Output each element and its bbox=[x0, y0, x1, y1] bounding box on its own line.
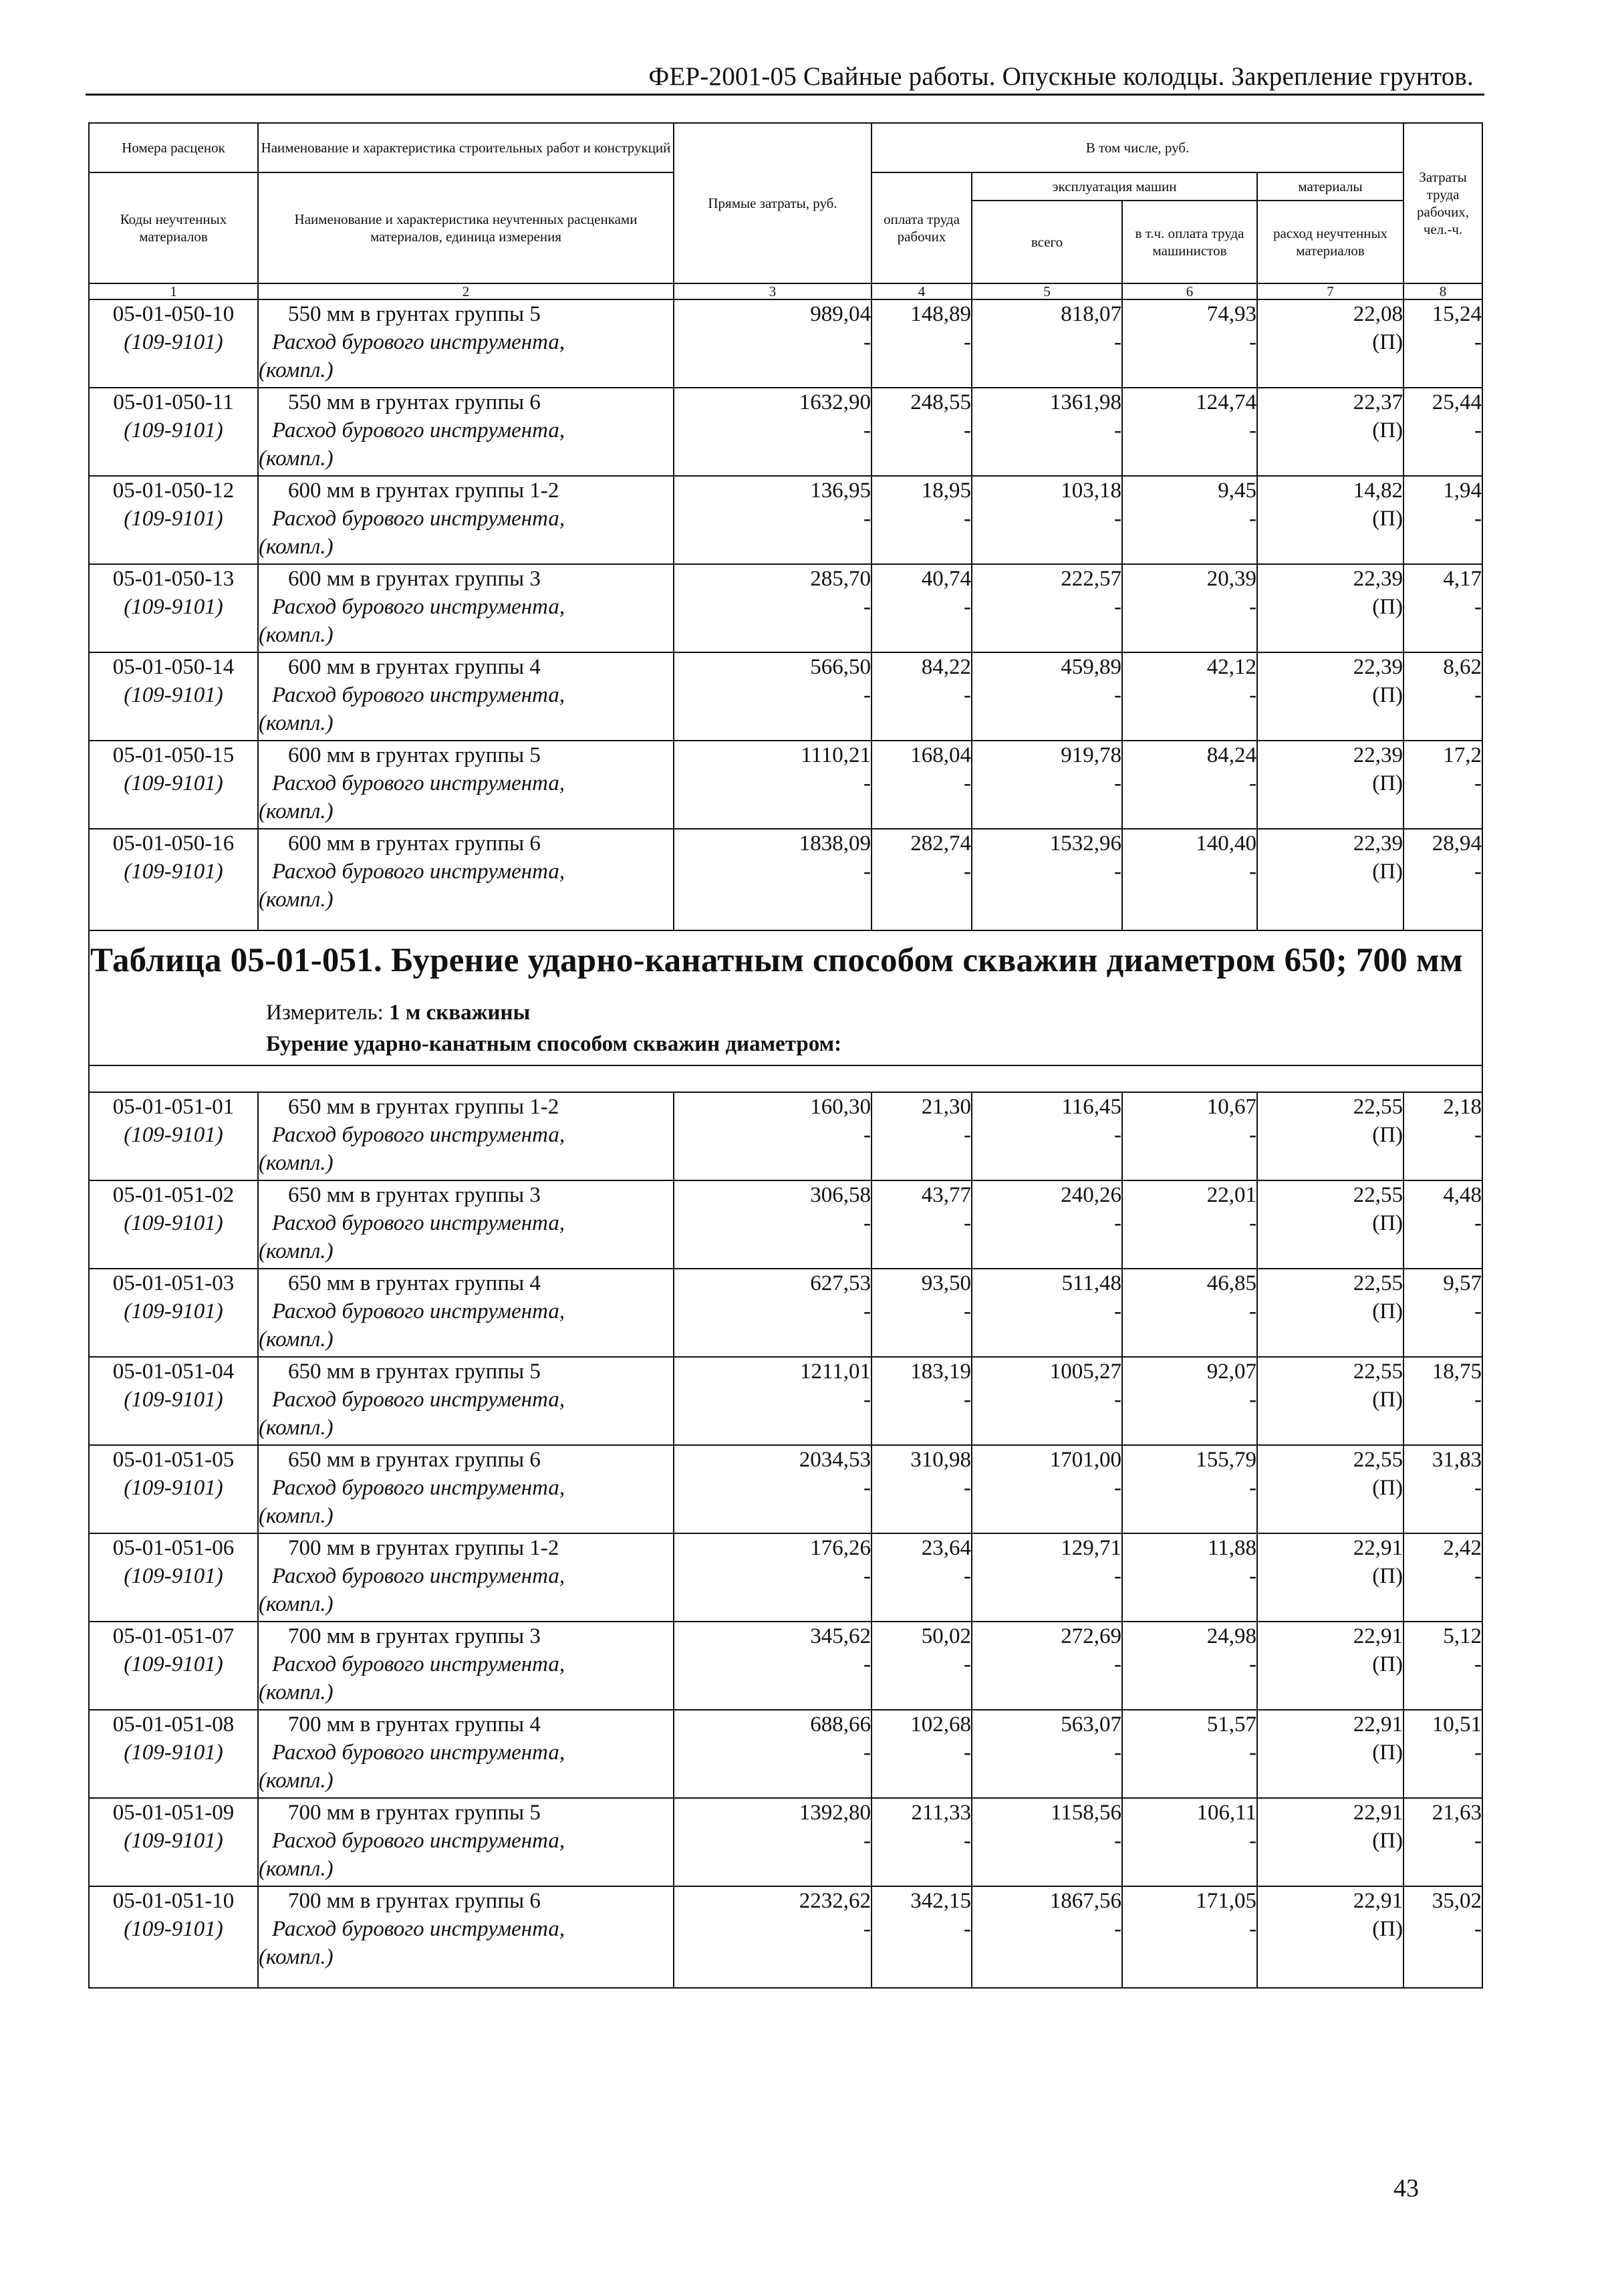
col-number: 1 bbox=[89, 283, 258, 299]
name-cell bbox=[258, 1886, 674, 1988]
machine-cost: 129,71 - bbox=[972, 1533, 1122, 1622]
material-unit: (компл.) bbox=[259, 1769, 333, 1793]
machine-labor-cost: 24,98 - bbox=[1122, 1622, 1257, 1710]
material-unit: (компл.) bbox=[259, 447, 333, 471]
material-cost: 22,91 (П) bbox=[1257, 1710, 1403, 1798]
machine-labor-cost: 20,39 - bbox=[1122, 564, 1257, 652]
code-cell bbox=[89, 1798, 258, 1886]
table-row bbox=[89, 1092, 1482, 1180]
machine-labor-cost: 155,79 - bbox=[1122, 1445, 1257, 1533]
th-col4: оплата труда рабочих bbox=[872, 172, 972, 283]
material-code: (109-9101) bbox=[124, 1211, 223, 1235]
material-code: (109-9101) bbox=[124, 683, 223, 707]
labor-hours: 2,42 - bbox=[1403, 1533, 1482, 1622]
rate-code: 05-01-051-01 bbox=[112, 1095, 235, 1119]
labor-hours: 21,63 - bbox=[1403, 1798, 1482, 1886]
rate-code: 05-01-051-07 bbox=[112, 1624, 235, 1648]
name-cell bbox=[258, 1445, 674, 1533]
rate-code: 05-01-051-04 bbox=[112, 1360, 235, 1384]
material-cost: 22,55 (П) bbox=[1257, 1269, 1403, 1357]
code-cell bbox=[89, 1357, 258, 1445]
material-code: (109-9101) bbox=[124, 1829, 223, 1853]
machine-cost: 272,69 - bbox=[972, 1622, 1122, 1710]
table-row bbox=[89, 299, 1482, 388]
work-name: 600 мм в грунтах группы 5 bbox=[288, 743, 541, 767]
code-cell bbox=[89, 388, 258, 476]
col-number: 6 bbox=[1122, 283, 1257, 299]
machine-labor-cost: 10,67 - bbox=[1122, 1092, 1257, 1180]
material-name: Расход бурового инструмента, bbox=[272, 1211, 565, 1235]
machine-cost: 222,57 - bbox=[972, 564, 1122, 652]
work-name: 600 мм в грунтах группы 3 bbox=[288, 567, 541, 591]
rate-code: 05-01-050-15 bbox=[112, 743, 235, 767]
table-row bbox=[89, 1886, 1482, 1988]
code-cell bbox=[89, 1886, 258, 1988]
machine-cost: 1361,98 - bbox=[972, 388, 1122, 476]
table-row bbox=[89, 829, 1482, 930]
labor-hours: 35,02 - bbox=[1403, 1886, 1482, 1988]
th-machines: эксплуатация машин bbox=[972, 172, 1257, 201]
material-cost: 22,91 (П) bbox=[1257, 1533, 1403, 1622]
material-unit: (компл.) bbox=[259, 1680, 333, 1704]
direct-cost: 627,53 - bbox=[674, 1269, 872, 1357]
col-number: 3 bbox=[674, 283, 872, 299]
material-cost: 22,39 (П) bbox=[1257, 652, 1403, 741]
th-col6: в т.ч. оплата труда машинистов bbox=[1122, 201, 1257, 283]
machine-cost: 511,48 - bbox=[972, 1269, 1122, 1357]
work-name: 700 мм в грунтах группы 4 bbox=[288, 1712, 541, 1737]
material-name: Расход бурового инструмента, bbox=[272, 418, 565, 442]
machine-labor-cost: 42,12 - bbox=[1122, 652, 1257, 741]
material-name: Расход бурового инструмента, bbox=[272, 683, 565, 707]
labor-hours: 4,17 - bbox=[1403, 564, 1482, 652]
machine-cost: 459,89 - bbox=[972, 652, 1122, 741]
direct-cost: 285,70 - bbox=[674, 564, 872, 652]
material-unit: (компл.) bbox=[259, 1504, 333, 1528]
code-cell bbox=[89, 1269, 258, 1357]
material-cost: 22,91 (П) bbox=[1257, 1622, 1403, 1710]
col-number: 5 bbox=[972, 283, 1122, 299]
name-cell bbox=[258, 1180, 674, 1269]
material-code: (109-9101) bbox=[124, 330, 223, 354]
material-unit: (компл.) bbox=[259, 1592, 333, 1616]
code-cell bbox=[89, 1622, 258, 1710]
labor-cost: 310,98 - bbox=[872, 1445, 972, 1533]
material-cost: 14,82 (П) bbox=[1257, 476, 1403, 564]
machine-cost: 103,18 - bbox=[972, 476, 1122, 564]
table-row bbox=[89, 741, 1482, 829]
table-row bbox=[89, 476, 1482, 564]
machine-cost: 116,45 - bbox=[972, 1092, 1122, 1180]
material-cost: 22,55 (П) bbox=[1257, 1180, 1403, 1269]
material-code: (109-9101) bbox=[124, 595, 223, 619]
material-name: Расход бурового инструмента, bbox=[272, 1388, 565, 1412]
machine-cost: 919,78 - bbox=[972, 741, 1122, 829]
material-code: (109-9101) bbox=[124, 1917, 223, 1941]
code-cell bbox=[89, 1533, 258, 1622]
machine-labor-cost: 171,05 - bbox=[1122, 1886, 1257, 1988]
machine-cost: 1158,56 - bbox=[972, 1798, 1122, 1886]
code-cell bbox=[89, 1445, 258, 1533]
machine-cost: 1532,96 - bbox=[972, 829, 1122, 930]
material-cost: 22,55 (П) bbox=[1257, 1445, 1403, 1533]
machine-cost: 240,26 - bbox=[972, 1180, 1122, 1269]
rate-code: 05-01-051-03 bbox=[112, 1271, 235, 1295]
direct-cost: 688,66 - bbox=[674, 1710, 872, 1798]
direct-cost: 2034,53 - bbox=[674, 1445, 872, 1533]
rate-code: 05-01-050-12 bbox=[112, 479, 235, 503]
col-number: 4 bbox=[872, 283, 972, 299]
material-name: Расход бурового инструмента, bbox=[272, 1564, 565, 1588]
machine-labor-cost: 92,07 - bbox=[1122, 1357, 1257, 1445]
th-materials: материалы bbox=[1257, 172, 1403, 201]
direct-cost: 1392,80 - bbox=[674, 1798, 872, 1886]
machine-labor-cost: 140,40 - bbox=[1122, 829, 1257, 930]
material-unit: (компл.) bbox=[259, 623, 333, 647]
machine-labor-cost: 11,88 - bbox=[1122, 1533, 1257, 1622]
material-code: (109-9101) bbox=[124, 418, 223, 442]
labor-cost: 40,74 - bbox=[872, 564, 972, 652]
direct-cost: 1110,21 - bbox=[674, 741, 872, 829]
labor-hours: 4,48 - bbox=[1403, 1180, 1482, 1269]
material-unit: (компл.) bbox=[259, 1239, 333, 1263]
code-cell bbox=[89, 829, 258, 930]
labor-cost: 148,89 - bbox=[872, 299, 972, 388]
table-row bbox=[89, 388, 1482, 476]
machine-labor-cost: 106,11 - bbox=[1122, 1798, 1257, 1886]
rate-code: 05-01-051-10 bbox=[112, 1889, 235, 1913]
labor-hours: 5,12 - bbox=[1403, 1622, 1482, 1710]
work-name: 650 мм в грунтах группы 4 bbox=[288, 1271, 541, 1295]
material-name: Расход бурового инструмента, bbox=[272, 1652, 565, 1676]
name-cell bbox=[258, 1357, 674, 1445]
labor-cost: 102,68 - bbox=[872, 1710, 972, 1798]
material-cost: 22,55 (П) bbox=[1257, 1357, 1403, 1445]
th-col8: Затраты труда рабочих, чел.-ч. bbox=[1403, 123, 1482, 283]
work-name: 700 мм в грунтах группы 6 bbox=[288, 1889, 541, 1913]
material-name: Расход бурового инструмента, bbox=[272, 1123, 565, 1147]
material-name: Расход бурового инструмента, bbox=[272, 1741, 565, 1765]
col-number: 8 bbox=[1403, 283, 1482, 299]
labor-cost: 93,50 - bbox=[872, 1269, 972, 1357]
material-code: (109-9101) bbox=[124, 1652, 223, 1676]
labor-hours: 31,83 - bbox=[1403, 1445, 1482, 1533]
name-cell bbox=[258, 388, 674, 476]
name-cell bbox=[258, 1092, 674, 1180]
labor-cost: 21,30 - bbox=[872, 1092, 972, 1180]
material-cost: 22,39 (П) bbox=[1257, 741, 1403, 829]
measure-label: Измеритель: bbox=[266, 1001, 384, 1025]
work-name: 650 мм в грунтах группы 1-2 bbox=[288, 1095, 559, 1119]
work-name: 700 мм в грунтах группы 5 bbox=[288, 1801, 541, 1825]
labor-hours: 8,62 - bbox=[1403, 652, 1482, 741]
name-cell bbox=[258, 741, 674, 829]
th-col2-top: Наименование и характеристика строительных работ и конструкций bbox=[258, 123, 674, 172]
material-unit: (компл.) bbox=[259, 1416, 333, 1440]
name-cell bbox=[258, 1269, 674, 1357]
page-number: 43 bbox=[1393, 2174, 1419, 2202]
labor-cost: 282,74 - bbox=[872, 829, 972, 930]
labor-cost: 18,95 - bbox=[872, 476, 972, 564]
work-name: 650 мм в грунтах группы 5 bbox=[288, 1360, 541, 1384]
material-unit: (компл.) bbox=[259, 1945, 333, 1969]
direct-cost: 176,26 - bbox=[674, 1533, 872, 1622]
machine-labor-cost: 84,24 - bbox=[1122, 741, 1257, 829]
machine-labor-cost: 51,57 - bbox=[1122, 1710, 1257, 1798]
table-title: Таблица 05-01-051. Бурение ударно-канатным способом скважин диаметром 650; 700 мм bbox=[90, 942, 1463, 979]
table-row bbox=[89, 1710, 1482, 1798]
table-row bbox=[89, 652, 1482, 741]
table-row bbox=[89, 1798, 1482, 1886]
labor-cost: 248,55 - bbox=[872, 388, 972, 476]
name-cell bbox=[258, 299, 674, 388]
work-name: 650 мм в грунтах группы 6 bbox=[288, 1448, 541, 1472]
rate-code: 05-01-051-05 bbox=[112, 1448, 235, 1472]
material-name: Расход бурового инструмента, bbox=[272, 860, 565, 884]
labor-cost: 168,04 - bbox=[872, 741, 972, 829]
labor-hours: 1,94 - bbox=[1403, 476, 1482, 564]
direct-cost: 345,62 - bbox=[674, 1622, 872, 1710]
direct-cost: 989,04 - bbox=[674, 299, 872, 388]
labor-hours: 2,18 - bbox=[1403, 1092, 1482, 1180]
material-unit: (компл.) bbox=[259, 535, 333, 559]
direct-cost: 2232,62 - bbox=[674, 1886, 872, 1988]
material-unit: (компл.) bbox=[259, 1151, 333, 1175]
material-name: Расход бурового инструмента, bbox=[272, 1299, 565, 1323]
code-cell bbox=[89, 1180, 258, 1269]
material-unit: (компл.) bbox=[259, 888, 333, 912]
labor-hours: 28,94 - bbox=[1403, 829, 1482, 930]
labor-hours: 9,57 - bbox=[1403, 1269, 1482, 1357]
work-name: 600 мм в грунтах группы 1-2 bbox=[288, 479, 559, 503]
machine-cost: 1005,27 - bbox=[972, 1357, 1122, 1445]
material-cost: 22,37 (П) bbox=[1257, 388, 1403, 476]
work-name: 550 мм в грунтах группы 5 bbox=[288, 302, 541, 326]
rate-code: 05-01-050-13 bbox=[112, 567, 235, 591]
code-cell bbox=[89, 564, 258, 652]
labor-hours: 17,2 - bbox=[1403, 741, 1482, 829]
th-col2-bottom: Наименование и характеристика неучтенных расценками материалов, единица измерения bbox=[258, 172, 674, 283]
labor-cost: 50,02 - bbox=[872, 1622, 972, 1710]
material-code: (109-9101) bbox=[124, 860, 223, 884]
rate-code: 05-01-050-11 bbox=[113, 390, 234, 414]
work-name: 600 мм в грунтах группы 4 bbox=[288, 655, 541, 679]
name-cell bbox=[258, 564, 674, 652]
labor-hours: 15,24 - bbox=[1403, 299, 1482, 388]
table-row bbox=[89, 1445, 1482, 1533]
material-cost: 22,08 (П) bbox=[1257, 299, 1403, 388]
table-row bbox=[89, 1269, 1482, 1357]
material-code: (109-9101) bbox=[124, 1388, 223, 1412]
labor-cost: 84,22 - bbox=[872, 652, 972, 741]
direct-cost: 306,58 - bbox=[674, 1180, 872, 1269]
name-cell bbox=[258, 1798, 674, 1886]
direct-cost: 136,95 - bbox=[674, 476, 872, 564]
machine-cost: 818,07 - bbox=[972, 299, 1122, 388]
material-name: Расход бурового инструмента, bbox=[272, 1829, 565, 1853]
measure-value: 1 м скважины bbox=[389, 1001, 531, 1025]
machine-cost: 563,07 - bbox=[972, 1710, 1122, 1798]
material-code: (109-9101) bbox=[124, 507, 223, 531]
work-name: 550 мм в грунтах группы 6 bbox=[288, 390, 541, 414]
name-cell bbox=[258, 1533, 674, 1622]
table-row bbox=[89, 1622, 1482, 1710]
labor-cost: 23,64 - bbox=[872, 1533, 972, 1622]
machine-cost: 1701,00 - bbox=[972, 1445, 1122, 1533]
labor-hours: 18,75 - bbox=[1403, 1357, 1482, 1445]
header-rule bbox=[86, 94, 1484, 96]
rate-code: 05-01-051-09 bbox=[112, 1801, 235, 1825]
material-name: Расход бурового инструмента, bbox=[272, 507, 565, 531]
th-col1-top: Номера расценок bbox=[89, 123, 258, 172]
name-cell bbox=[258, 476, 674, 564]
material-unit: (компл.) bbox=[259, 711, 333, 735]
page-header: ФЕР-2001-05 Свайные работы. Опускные колодцы. Закрепление грунтов. bbox=[648, 62, 1474, 91]
rate-code: 05-01-051-02 bbox=[112, 1183, 235, 1207]
name-cell bbox=[258, 1710, 674, 1798]
table-row bbox=[89, 564, 1482, 652]
th-group: В том числе, руб. bbox=[872, 123, 1403, 172]
direct-cost: 1838,09 - bbox=[674, 829, 872, 930]
labor-hours: 10,51 - bbox=[1403, 1710, 1482, 1798]
material-cost: 22,39 (П) bbox=[1257, 829, 1403, 930]
code-cell bbox=[89, 741, 258, 829]
material-unit: (компл.) bbox=[259, 358, 333, 382]
material-cost: 22,55 (П) bbox=[1257, 1092, 1403, 1180]
material-cost: 22,39 (П) bbox=[1257, 564, 1403, 652]
material-cost: 22,91 (П) bbox=[1257, 1798, 1403, 1886]
material-name: Расход бурового инструмента, bbox=[272, 595, 565, 619]
work-name: 700 мм в грунтах группы 3 bbox=[288, 1624, 541, 1648]
col-number: 7 bbox=[1257, 283, 1403, 299]
direct-cost: 566,50 - bbox=[674, 652, 872, 741]
machine-labor-cost: 74,93 - bbox=[1122, 299, 1257, 388]
rate-code: 05-01-050-10 bbox=[112, 302, 235, 326]
rate-code: 05-01-050-14 bbox=[112, 655, 235, 679]
name-cell bbox=[258, 652, 674, 741]
material-name: Расход бурового инструмента, bbox=[272, 771, 565, 795]
material-code: (109-9101) bbox=[124, 1299, 223, 1323]
material-name: Расход бурового инструмента, bbox=[272, 330, 565, 354]
th-col3: Прямые затраты, руб. bbox=[674, 123, 872, 283]
code-cell bbox=[89, 1092, 258, 1180]
material-unit: (компл.) bbox=[259, 1857, 333, 1881]
labor-hours: 25,44 - bbox=[1403, 388, 1482, 476]
name-cell bbox=[258, 1622, 674, 1710]
direct-cost: 1632,90 - bbox=[674, 388, 872, 476]
labor-cost: 43,77 - bbox=[872, 1180, 972, 1269]
measure-line bbox=[266, 1001, 530, 1025]
labor-cost: 211,33 - bbox=[872, 1798, 972, 1886]
name-cell bbox=[258, 829, 674, 930]
column-numbers-row bbox=[89, 283, 1482, 299]
section-row bbox=[89, 1065, 1482, 1092]
material-unit: (компл.) bbox=[259, 799, 333, 823]
work-name: 600 мм в грунтах группы 6 bbox=[288, 832, 541, 856]
labor-cost: 183,19 - bbox=[872, 1357, 972, 1445]
th-col7: расход неучтенных материалов bbox=[1257, 201, 1403, 283]
th-col5: всего bbox=[972, 201, 1122, 283]
material-code: (109-9101) bbox=[124, 1741, 223, 1765]
material-code: (109-9101) bbox=[124, 1123, 223, 1147]
section-label: Бурение ударно-канатным способом скважин диаметром: bbox=[266, 1032, 842, 1056]
code-cell bbox=[89, 1710, 258, 1798]
rate-code: 05-01-051-06 bbox=[112, 1536, 235, 1560]
table-row bbox=[89, 1533, 1482, 1622]
material-code: (109-9101) bbox=[124, 1476, 223, 1500]
direct-cost: 160,30 - bbox=[674, 1092, 872, 1180]
machine-labor-cost: 22,01 - bbox=[1122, 1180, 1257, 1269]
rate-code: 05-01-051-08 bbox=[112, 1712, 235, 1737]
code-cell bbox=[89, 299, 258, 388]
table-row bbox=[89, 1180, 1482, 1269]
rate-code: 05-01-050-16 bbox=[112, 832, 235, 856]
direct-cost: 1211,01 - bbox=[674, 1357, 872, 1445]
material-cost: 22,91 (П) bbox=[1257, 1886, 1403, 1988]
material-code: (109-9101) bbox=[124, 1564, 223, 1588]
table-body bbox=[89, 283, 1482, 1988]
material-name: Расход бурового инструмента, bbox=[272, 1917, 565, 1941]
labor-cost: 342,15 - bbox=[872, 1886, 972, 1988]
work-name: 650 мм в грунтах группы 3 bbox=[288, 1183, 541, 1207]
code-cell bbox=[89, 652, 258, 741]
table-row bbox=[89, 1357, 1482, 1445]
material-unit: (компл.) bbox=[259, 1327, 333, 1352]
machine-labor-cost: 124,74 - bbox=[1122, 388, 1257, 476]
col-number: 2 bbox=[258, 283, 674, 299]
code-cell bbox=[89, 476, 258, 564]
machine-labor-cost: 46,85 - bbox=[1122, 1269, 1257, 1357]
machine-labor-cost: 9,45 - bbox=[1122, 476, 1257, 564]
work-name: 700 мм в грунтах группы 1-2 bbox=[288, 1536, 559, 1560]
th-col1-bottom: Коды неучтенных материалов bbox=[89, 172, 258, 283]
material-name: Расход бурового инструмента, bbox=[272, 1476, 565, 1500]
material-code: (109-9101) bbox=[124, 771, 223, 795]
machine-cost: 1867,56 - bbox=[972, 1886, 1122, 1988]
